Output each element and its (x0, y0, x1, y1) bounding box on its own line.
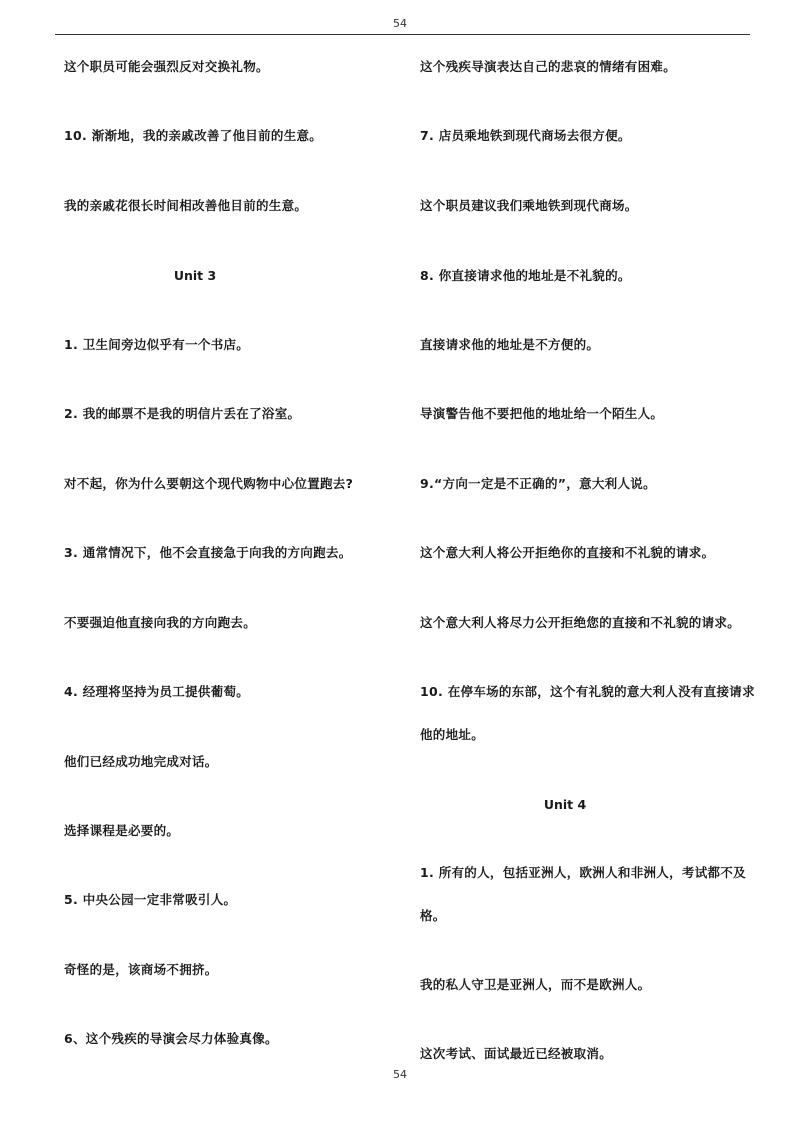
text-line: 他们已经成功地完成对话。 (64, 754, 218, 769)
text-line: 这个意大利人将尽力公开拒绝您的直接和不礼貌的请求。 (420, 615, 741, 630)
text-line: 不要强迫他直接向我的方向跑去。 (64, 615, 257, 630)
text-line: 导演警告他不要把他的地址给一个陌生人。 (420, 406, 664, 421)
unit-4-heading: Unit 4 (543, 797, 587, 812)
text-line: 这个意大利人将公开拒绝你的直接和不礼貌的请求。 (420, 545, 715, 560)
text-line: 对不起，你为什么要朝这个现代购物中心位置跑去? (64, 476, 354, 491)
text-line: 他的地址。 (420, 727, 485, 742)
text-line: 这个残疾导演表达自己的悲哀的情绪有困难。 (420, 59, 677, 74)
text-line: 4. 经理将坚持为员工提供葡萄。 (64, 684, 250, 699)
text-line: 这个职员建议我们乘地铁到现代商场。 (420, 198, 638, 213)
text-line: 直接请求他的地址是不方便的。 (420, 337, 600, 352)
header-rule (55, 34, 750, 35)
text-line: 6、这个残疾的导演会尽力体验真像。 (64, 1031, 278, 1046)
text-line: 5. 中央公园一定非常吸引人。 (64, 892, 237, 907)
text-line: 10. 在停车场的东部，这个有礼貌的意大利人没有直接请求 (420, 684, 755, 699)
text-line: 8. 你直接请求他的地址是不礼貌的。 (420, 268, 631, 283)
text-line: 我的私人守卫是亚洲人，而不是欧洲人。 (420, 977, 651, 992)
text-line: 选择课程是必要的。 (64, 823, 180, 838)
page-number-bottom: 54 (393, 1068, 407, 1081)
text-line: 1. 所有的人，包括亚洲人，欧洲人和非洲人，考试都不及 (420, 865, 746, 880)
text-line: 3. 通常情况下，他不会直接急于向我的方向跑去。 (64, 545, 352, 560)
text-line: 格。 (420, 908, 446, 923)
text-line: 我的亲戚花很长时间相改善他目前的生意。 (64, 198, 308, 213)
unit-3-heading: Unit 3 (173, 268, 217, 283)
text-line: 这个职员可能会强烈反对交换礼物。 (64, 59, 269, 74)
text-line: 7. 店员乘地铁到现代商场去很方便。 (420, 128, 631, 143)
text-line: 9.“方向一定是不正确的”，意大利人说。 (420, 476, 656, 491)
text-line: 奇怪的是，该商场不拥挤。 (64, 962, 218, 977)
page-number-top: 54 (393, 17, 407, 30)
text-line: 2. 我的邮票不是我的明信片丢在了浴室。 (64, 406, 301, 421)
text-line: 10. 渐渐地，我的亲戚改善了他目前的生意。 (64, 128, 323, 143)
text-line: 1. 卫生间旁边似乎有一个书店。 (64, 337, 250, 352)
text-line: 这次考试、面试最近已经被取消。 (420, 1046, 613, 1061)
